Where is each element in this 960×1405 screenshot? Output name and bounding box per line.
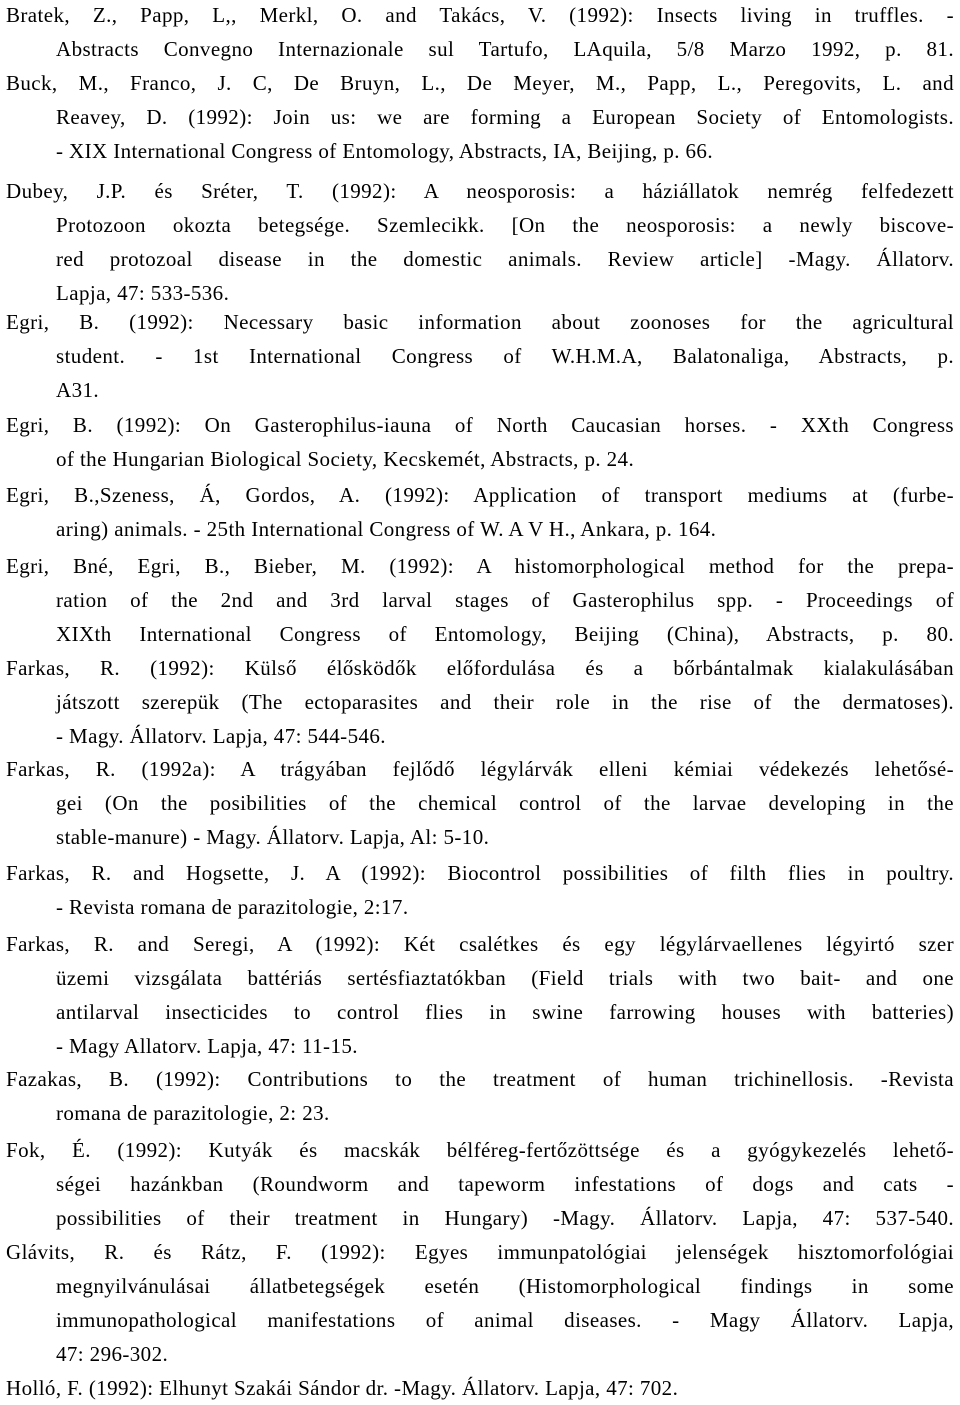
entry-line: - XIX International Congress of Entomology, Abstracts, IA, Beijing, p. 66. — [56, 139, 713, 163]
entry-line: Lapja, 47: 533-536. — [56, 281, 230, 305]
entry-line: Egri, Bné, Egri, B., Bieber, M. (1992): A histomorphological method for the prepa- — [6, 554, 954, 578]
entry-line: Egri, B. (1992): Necessary basic information about zoonoses for the agricultural — [6, 310, 954, 334]
reference-entry-egri-1 — [6, 305, 954, 407]
reference-entry-hollo — [6, 1371, 954, 1405]
reference-entry-farkas-seregi — [6, 927, 954, 1063]
entry-line: 47: 296-302. — [56, 1342, 169, 1366]
entry-line: Holló, F. (1992): Elhunyt Szakái Sándor dr. -Magy. Állatorv. Lapja, 47: 702. — [6, 1376, 679, 1400]
entry-line: Reavey, D. (1992): Join us: we are forming a European Society of Entomologists. — [56, 105, 954, 129]
reference-entry-egri-3 — [6, 478, 954, 546]
entry-line: Farkas, R. (1992a): A trágyában fejlődő légylárvák elleni kémiai védekezés lehetősé- — [6, 757, 954, 781]
entry-line: antilarval insecticides to control flies in swine farrowing houses with batteries) — [56, 1000, 954, 1024]
entry-line: immunopathological manifestations of animal diseases. - Magy Állatorv. Lapja, — [56, 1308, 954, 1332]
reference-entry-egri-bieber — [6, 549, 954, 651]
entry-line: Farkas, R. (1992): Külső élősködők előfordulása és a bőrbántalmak kialakulásában — [6, 656, 954, 680]
reference-entry-fok — [6, 1133, 954, 1235]
reference-entry-farkas-hogsette — [6, 856, 954, 924]
reference-entry-bratek — [6, 0, 954, 66]
entry-line: Glávits, R. és Rátz, F. (1992): Egyes immunpatológiai jelenségek hisztomorfológiai — [6, 1240, 954, 1264]
entry-line: megnyilvánulásai állatbetegségek esetén (Histomorphological findings in some — [56, 1274, 954, 1298]
entry-line: Fok, É. (1992): Kutyák és macskák bélféreg-fertőzöttsége és a gyógykezelés lehető- — [6, 1138, 954, 1162]
entry-line: üzemi vizsgálata battériás sertésfiaztatókban (Field trials with two bait- and one — [56, 966, 954, 990]
entry-line: Buck, M., Franco, J. C, De Bruyn, L., De Meyer, M., Papp, L., Peregovits, L. and — [6, 71, 954, 95]
entry-line: A31. — [56, 378, 100, 402]
entry-line: gei (On the posibilities of the chemical control of the larvae developing in the — [56, 791, 954, 815]
entry-line: - Magy Allatorv. Lapja, 47: 11-15. — [56, 1034, 358, 1058]
reference-entry-fazakas — [6, 1062, 954, 1130]
entry-line: Dubey, J.P. és Sréter, T. (1992): A neosporosis: a háziállatok nemrég felfedezett — [6, 179, 954, 203]
entry-line: Farkas, R. and Seregi, A (1992): Két csalétkes és egy légylárvaellenes légyirtó szer — [6, 932, 954, 956]
entry-line: XIXth International Congress of Entomology, Beijing (China), Abstracts, p. 80. — [56, 622, 954, 646]
reference-entry-farkas-1 — [6, 651, 954, 753]
entry-line: - Revista romana de parazitologie, 2:17. — [56, 895, 409, 919]
entry-line: - Magy. Állatorv. Lapja, 47: 544-546. — [56, 724, 386, 748]
entry-line: Egri, B. (1992): On Gasterophilus-iauna of North Caucasian horses. - XXth Congress — [6, 413, 954, 437]
reference-entry-egri-2 — [6, 408, 954, 476]
entry-line: student. - 1st International Congress of W.H.M.A, Balatonaliga, Abstracts, p. — [56, 344, 954, 368]
entry-line: aring) animals. - 25th International Congress of W. A V H., Ankara, p. 164. — [56, 517, 717, 541]
entry-line: Protozoon okozta betegsége. Szemlecikk. [On the neosporosis: a newly biscove- — [56, 213, 954, 237]
entry-line: ségei hazánkban (Roundworm and tapeworm infestations of dogs and cats - — [56, 1172, 954, 1196]
entry-line: stable-manure) - Magy. Állatorv. Lapja, Al: 5-10. — [56, 825, 490, 849]
entry-line: Bratek, Z., Papp, L,, Merkl, O. and Takács, V. (1992): Insects living in truffles. - — [6, 3, 954, 27]
entry-line: játszott szerepük (The ectoparasites and their role in the rise of the dermatoses). — [56, 690, 954, 714]
entry-line: Abstracts Convegno Internazionale sul Tartufo, LAquila, 5/8 Marzo 1992, p. 81. — [56, 37, 954, 61]
reference-entry-glavits — [6, 1235, 954, 1371]
entry-line: ration of the 2nd and 3rd larval stages of Gasterophilus spp. - Proceedings of — [56, 588, 954, 612]
reference-entry-dubey — [6, 174, 954, 310]
reference-entry-buck — [6, 66, 954, 168]
entry-line: red protozoal disease in the domestic animals. Review article] -Magy. Állatorv. — [56, 247, 954, 271]
entry-line: Egri, B.,Szeness, Á, Gordos, A. (1992): Application of transport mediums at (furbe- — [6, 483, 954, 507]
reference-entry-farkas-2 — [6, 752, 954, 854]
entry-line: romana de parazitologie, 2: 23. — [56, 1101, 330, 1125]
entry-line: of the Hungarian Biological Society, Kecskemét, Abstracts, p. 24. — [56, 447, 635, 471]
entry-line: Fazakas, B. (1992): Contributions to the treatment of human trichinellosis. -Revista — [6, 1067, 954, 1091]
entry-line: possibilities of their treatment in Hungary) -Magy. Állatorv. Lapja, 47: 537-540. — [56, 1206, 954, 1230]
entry-line: Farkas, R. and Hogsette, J. A (1992): Biocontrol possibilities of filth flies in poultry. — [6, 861, 954, 885]
